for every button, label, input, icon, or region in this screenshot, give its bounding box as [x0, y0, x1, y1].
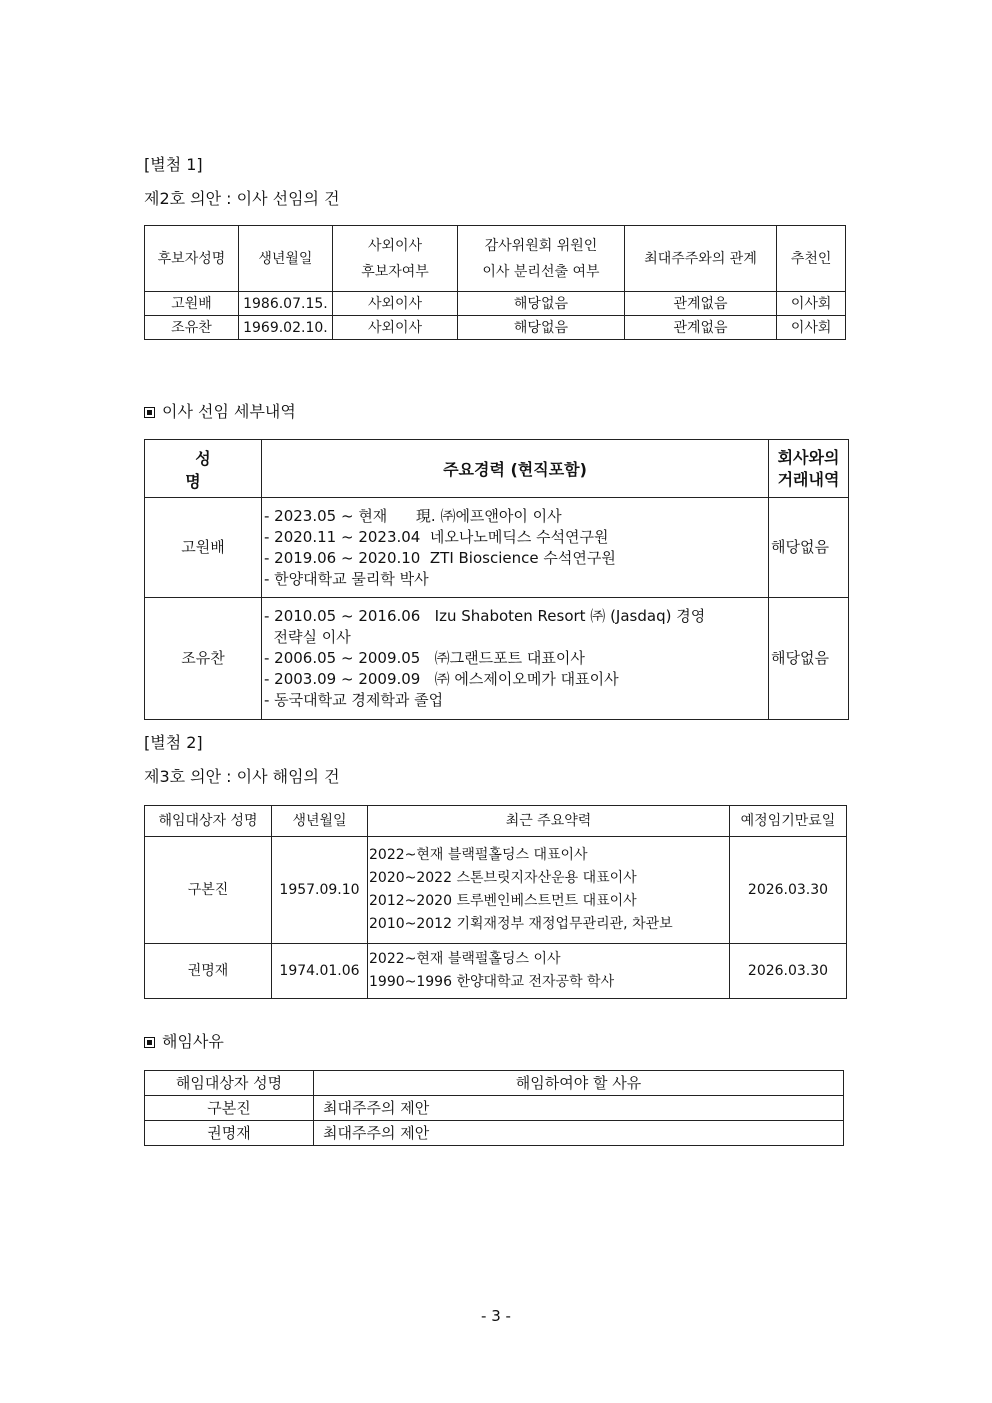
table-cell: 관계없음 [624, 316, 777, 340]
details-table [144, 439, 849, 720]
career-line: - 2019.06 ~ 2020.10 ZTI Bioscience 수석연구원 [264, 548, 616, 567]
header-cell: 해임대상자 성명 [145, 806, 272, 837]
table-row [145, 498, 849, 598]
table-cell: 관계없음 [624, 292, 777, 316]
header-cell: 사외이사 후보자여부 [332, 226, 457, 292]
table-cell: 1974.01.06 [272, 944, 368, 999]
table-cell: 사외이사 [332, 316, 457, 340]
table-cell: 고원배 [145, 292, 239, 316]
header-cell: 생년월일 [238, 226, 332, 292]
career-line: 전략실 이사 [264, 628, 351, 646]
table-header-row [145, 1071, 844, 1096]
table-row [145, 292, 846, 316]
header-cell: 예정임기만료일 [730, 806, 847, 837]
table-header-row [145, 226, 846, 292]
header-cell: 후보자성명 [145, 226, 239, 292]
career-line: 2012~2020 트루벤인베스트먼트 대표이사 [369, 893, 637, 909]
career-cell [262, 598, 769, 720]
table-row [145, 944, 847, 999]
header-cell: 해임하여야 할 사유 [314, 1071, 844, 1096]
square-bullet-icon [144, 1037, 155, 1048]
table-cell: 2026.03.30 [730, 944, 847, 999]
annex1-label: [별첨 1] [144, 155, 203, 174]
career-line: - 2010.05 ~ 2016.06 Izu Shaboten Resort ㈜ (Jasdaq) 경영 [264, 607, 706, 625]
header-cell: 생년월일 [272, 806, 368, 837]
table-header-row [145, 806, 847, 837]
career-line: 1990~1996 한양대학교 전자공학 학사 [369, 974, 615, 990]
table-cell: 조유찬 [145, 598, 262, 720]
table-cell: 해당없음 [769, 498, 849, 598]
table-cell: 1986.07.15. [238, 292, 332, 316]
career-line: 2022~현재 블랙펄홀딩스 대표이사 [369, 847, 588, 863]
reason-section-title: 해임사유 [144, 1032, 224, 1052]
table-cell: 사외이사 [332, 292, 457, 316]
header-cell: 감사위원회 위원인 이사 분리선출 여부 [458, 226, 625, 292]
table-cell: 이사회 [777, 292, 846, 316]
table-cell: 해당없음 [458, 316, 625, 340]
header-cell: 성 명 [145, 440, 262, 498]
annex2-label: [별첨 2] [144, 733, 203, 752]
career-cell [262, 498, 769, 598]
dismissal-table [144, 805, 847, 999]
table-cell: 1969.02.10. [238, 316, 332, 340]
career-line: - 2003.09 ~ 2009.09 ㈜ 에스제이오메가 대표이사 [264, 670, 619, 688]
career-line: 2010~2012 기획재정부 재정업무관리관, 차관보 [369, 916, 673, 932]
table-row [145, 598, 849, 720]
career-line: - 한양대학교 물리학 박사 [264, 569, 429, 588]
table-cell: 이사회 [777, 316, 846, 340]
header-cell: 최대주주와의 관계 [624, 226, 777, 292]
details-section-title: 이사 선임 세부내역 [144, 402, 296, 422]
table-cell: 해당없음 [458, 292, 625, 316]
table-cell: 권명재 [145, 1121, 314, 1146]
reason-table [144, 1070, 844, 1146]
table-cell: 구본진 [145, 1096, 314, 1121]
career-line: - 2006.05 ~ 2009.05 ㈜그랜드포트 대표이사 [264, 649, 585, 667]
career-line: - 2020.11 ~ 2023.04 네오나노메딕스 수석연구원 [264, 527, 609, 546]
table-header-row [145, 440, 849, 498]
career-cell [368, 944, 730, 999]
career-cell [368, 837, 730, 944]
candidates-table [144, 225, 846, 340]
square-bullet-icon [144, 407, 155, 418]
page-number: - 3 - [481, 1307, 511, 1325]
career-line: - 2023.05 ~ 현재 現. ㈜에프앤아이 이사 [264, 506, 562, 525]
table-cell: 고원배 [145, 498, 262, 598]
table-cell: 1957.09.10 [272, 837, 368, 944]
table-row [145, 316, 846, 340]
header-cell: 회사와의 거래내역 [769, 440, 849, 498]
header-cell: 주요경력 (현직포함) [262, 440, 769, 498]
header-cell: 최근 주요약력 [368, 806, 730, 837]
table-cell: 최대주주의 제안 [314, 1121, 844, 1146]
table-row [145, 1096, 844, 1121]
table-row [145, 1121, 844, 1146]
career-line: - 동국대학교 경제학과 졸업 [264, 691, 444, 709]
table-cell: 조유찬 [145, 316, 239, 340]
table-cell: 권명재 [145, 944, 272, 999]
career-line: 2022~현재 블랙펄홀딩스 이사 [369, 951, 561, 967]
header-cell: 해임대상자 성명 [145, 1071, 314, 1096]
table-cell: 최대주주의 제안 [314, 1096, 844, 1121]
career-line: 2020~2022 스톤브릿지자산운용 대표이사 [369, 870, 637, 886]
agenda3-title: 제3호 의안 : 이사 해임의 건 [144, 767, 340, 786]
header-cell: 추천인 [777, 226, 846, 292]
table-cell: 해당없음 [769, 598, 849, 720]
table-cell: 구본진 [145, 837, 272, 944]
table-cell: 2026.03.30 [730, 837, 847, 944]
agenda2-title: 제2호 의안 : 이사 선임의 건 [144, 189, 340, 208]
table-row [145, 837, 847, 944]
